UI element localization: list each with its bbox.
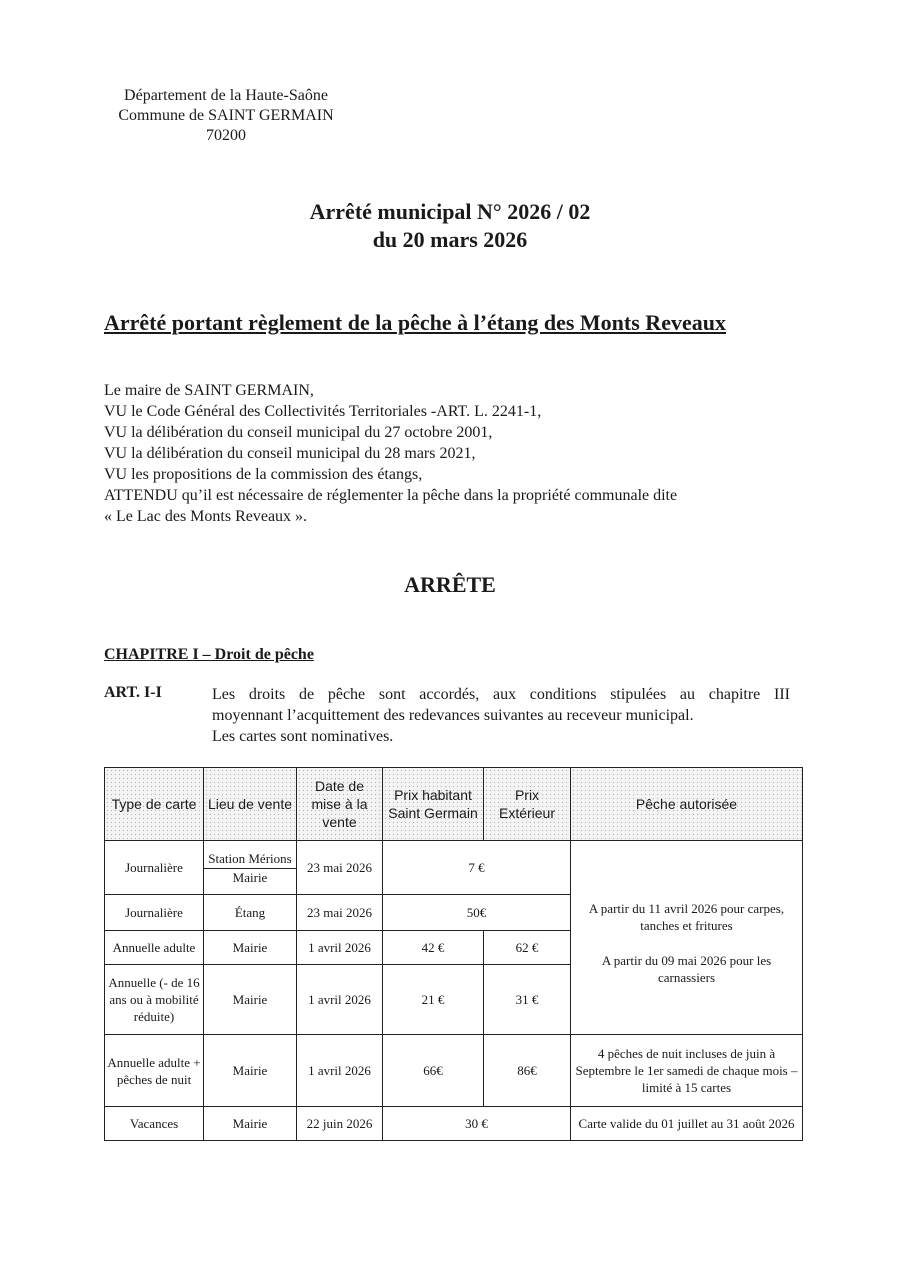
cell-prix: 7 € bbox=[383, 841, 571, 895]
peche-carnassiers: A partir du 09 mai 2026 pour les carnassiers bbox=[601, 952, 772, 985]
title-number: Arrêté municipal N° 2026 / 02 bbox=[309, 199, 591, 224]
cell-prix-exterieur: 62 € bbox=[484, 931, 571, 965]
cell-prix-habitant: 42 € bbox=[383, 931, 484, 965]
cell-peche-general bbox=[571, 841, 803, 1035]
cell-prix-habitant: 66€ bbox=[383, 1035, 484, 1107]
cell-date: 1 avril 2026 bbox=[297, 1035, 383, 1107]
cell-date: 1 avril 2026 bbox=[297, 965, 383, 1035]
title-date: du 20 mars 2026 bbox=[372, 227, 528, 252]
cell-prix: 30 € bbox=[383, 1107, 571, 1141]
cell-lieu: Mairie bbox=[204, 1107, 297, 1141]
cell-type: Journalière bbox=[105, 841, 204, 895]
cell-type: Annuelle adulte + pêches de nuit bbox=[105, 1035, 204, 1107]
cell-prix-exterieur: 86€ bbox=[484, 1035, 571, 1107]
cell-date: 23 mai 2026 bbox=[297, 895, 383, 931]
cell-lieu-mairie: Mairie bbox=[232, 869, 268, 885]
header-postcode: 70200 bbox=[206, 127, 246, 144]
article-text bbox=[212, 684, 790, 747]
header-prix-exterieur: Prix Extérieur bbox=[484, 768, 571, 841]
cell-peche-nuit: 4 pêches de nuit incluses de juin à Septembre le 1er samedi de chaque mois – limité à 15 cartes bbox=[571, 1035, 803, 1107]
cell-type: Annuelle (- de 16 ans ou à mobilité réduite) bbox=[105, 965, 204, 1035]
chapter-heading: CHAPITRE I – Droit de pêche bbox=[104, 646, 314, 663]
cell-lieu-station: Station Mérions bbox=[204, 850, 296, 869]
cell-lieu bbox=[204, 841, 297, 895]
preamble-line: Le maire de SAINT GERMAIN, bbox=[104, 382, 314, 399]
preamble-line: VU la délibération du conseil municipal du 28 mars 2021, bbox=[104, 445, 476, 462]
table-row bbox=[105, 1107, 803, 1141]
cell-lieu: Mairie bbox=[204, 1035, 297, 1107]
table-header-row bbox=[105, 768, 803, 841]
article-line: moyennant l’acquittement des redevances suivantes au receveur municipal. bbox=[212, 707, 694, 724]
cell-prix-habitant: 21 € bbox=[383, 965, 484, 1035]
peche-carpes: A partir du 11 avril 2026 pour carpes, tanches et fritures bbox=[588, 900, 785, 933]
header-type: Type de carte bbox=[105, 768, 204, 841]
arrete-heading: ARRÊTE bbox=[404, 572, 496, 597]
cell-peche-vacances: Carte valide du 01 juillet au 31 août 2026 bbox=[571, 1107, 803, 1141]
cell-prix-exterieur: 31 € bbox=[484, 965, 571, 1035]
header-prix-habitant: Prix habitant Saint Germain bbox=[383, 768, 484, 841]
cell-lieu: Étang bbox=[204, 895, 297, 931]
cell-type: Vacances bbox=[105, 1107, 204, 1141]
header-department: Département de la Haute-Saône bbox=[124, 87, 328, 104]
article-line: Les cartes sont nominatives. bbox=[212, 728, 394, 745]
cell-lieu: Mairie bbox=[204, 965, 297, 1035]
cell-type: Journalière bbox=[105, 895, 204, 931]
cell-date: 22 juin 2026 bbox=[297, 1107, 383, 1141]
cell-date: 23 mai 2026 bbox=[297, 841, 383, 895]
preamble-line: VU la délibération du conseil municipal du 27 octobre 2001, bbox=[104, 424, 493, 441]
commune-header bbox=[95, 86, 357, 146]
header-commune: Commune de SAINT GERMAIN bbox=[118, 107, 334, 124]
table-row bbox=[105, 841, 803, 895]
subject-heading: Arrêté portant règlement de la pêche à l’étang des Monts Reveaux bbox=[104, 310, 726, 335]
cell-type: Annuelle adulte bbox=[105, 931, 204, 965]
preamble-line: ATTENDU qu’il est nécessaire de réglementer la pêche dans la propriété communale dite bbox=[104, 487, 678, 504]
preamble bbox=[104, 380, 677, 527]
preamble-line: « Le Lac des Monts Reveaux ». bbox=[104, 508, 308, 525]
fees-table bbox=[104, 767, 803, 1141]
page-title bbox=[0, 198, 900, 254]
cell-date: 1 avril 2026 bbox=[297, 931, 383, 965]
preamble-line: VU le Code Général des Collectivités Territoriales -ART. L. 2241-1, bbox=[104, 403, 542, 420]
cell-lieu: Mairie bbox=[204, 931, 297, 965]
header-date: Date de mise à la vente bbox=[297, 768, 383, 841]
article-number: ART. I-I bbox=[104, 684, 162, 701]
header-lieu: Lieu de vente bbox=[204, 768, 297, 841]
table-row bbox=[105, 1035, 803, 1107]
article-line: Les droits de pêche sont accordés, aux conditions stipulées au chapitre III bbox=[212, 686, 790, 703]
cell-prix: 50€ bbox=[383, 895, 571, 931]
preamble-line: VU les propositions de la commission des étangs, bbox=[104, 466, 423, 483]
header-peche: Pêche autorisée bbox=[571, 768, 803, 841]
